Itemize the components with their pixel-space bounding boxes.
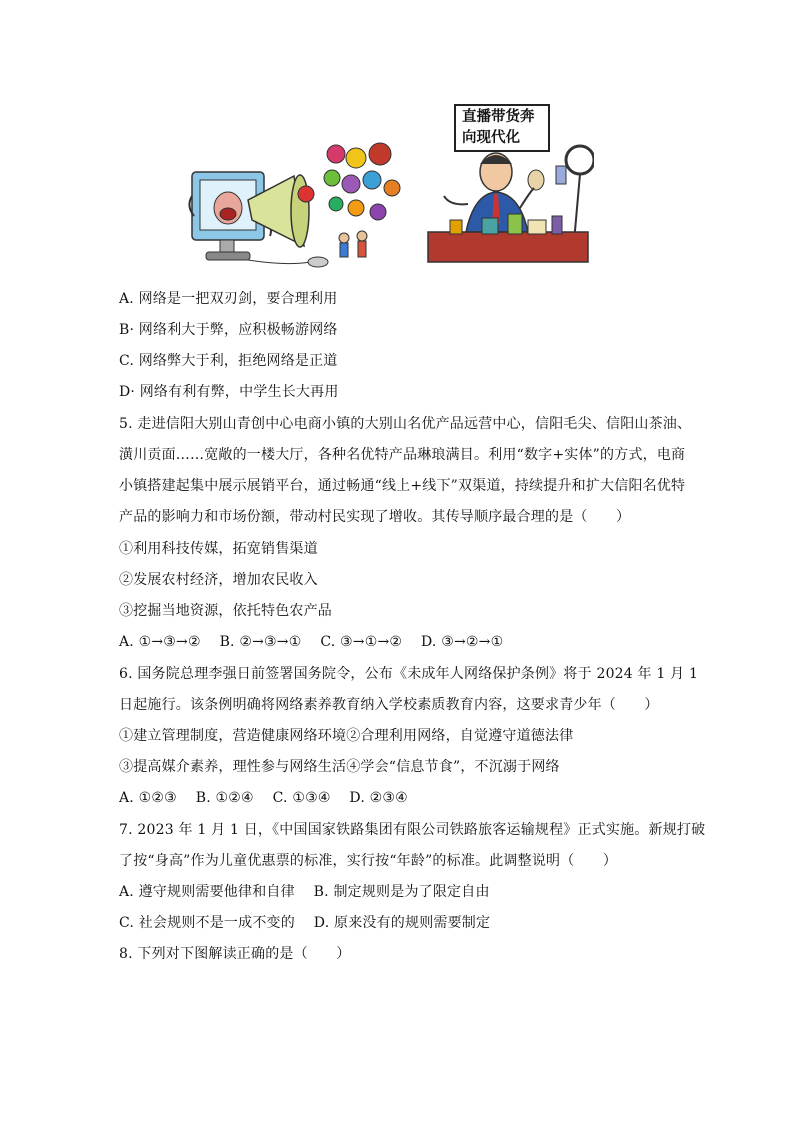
q7-options-line: A. 遵守规则需要他律和自律 B. 制定规则是为了限定自由 bbox=[119, 884, 490, 900]
q5-stem-line: 5. 走进信阳大别山青创中心电商小镇的大别山名优产品远营中心，信阳毛尖、信阳山茶油、 bbox=[119, 416, 692, 432]
q5-item-3: ③挖掘当地资源，依托特色农产品 bbox=[119, 603, 332, 619]
q6-stem-line: 日起施行。该条例明确将网络素养教育纳入学校素质教育内容，这要求青少年（ ） bbox=[119, 697, 659, 713]
q7-stem-line: 了按“身高”作为儿童优惠票的标准，实行按“年龄”的标准。此调整说明（ ） bbox=[119, 853, 618, 869]
q7-stem-line: 7. 2023 年 1 月 1 日，《中国国家铁路集团有限公司铁路旅客运输规程》正式实施。新规打破 bbox=[119, 822, 706, 838]
q5-options: A. ①→③→② B. ②→③→① C. ③→①→② D. ③→②→① bbox=[119, 634, 504, 650]
speech-line-2: 向现代化 bbox=[462, 130, 520, 146]
speech-bubble bbox=[454, 104, 550, 152]
q7-options-line: C. 社会规则不是一成不变的 D. 原来没有的规则需要制定 bbox=[119, 915, 491, 931]
q4-option-d: D· 网络有利有弊，中学生长大再用 bbox=[119, 384, 339, 400]
q5-stem-line: 小镇搭建起集中展示展销平台，通过畅通“线上+线下”双渠道，持续提升和扩大信阳名优特 bbox=[119, 478, 686, 494]
q5-stem-line: 潢川贡面……宽敞的一楼大厅，各种名优特产品琳琅满目。利用“数字+实体”的方式，电商 bbox=[119, 447, 686, 463]
q5-item-1: ①利用科技传媒，拓宽销售渠道 bbox=[119, 541, 318, 557]
q5-stem-line: 产品的影响力和市场份额，带动村民实现了增收。其传导顺序最合理的是（ ） bbox=[119, 509, 631, 525]
q8-stem: 8. 下列对下图解读正确的是（ ） bbox=[119, 946, 351, 962]
q6-items-line: ③提高媒介素养，理性参与网络生活④学会“信息节食”，不沉溺于网络 bbox=[119, 759, 560, 775]
q4-option-b: B· 网络利大于弊，应积极畅游网络 bbox=[119, 322, 338, 338]
q4-option-c: C. 网络弊大于利，拒绝网络是正道 bbox=[119, 353, 338, 369]
q6-items-line: ①建立管理制度，营造健康网络环境②合理利用网络，自觉遵守道德法律 bbox=[119, 728, 574, 744]
speech-line-1: 直播带货奔 bbox=[462, 109, 535, 125]
q4-option-a: A. 网络是一把双刃剑，要合理利用 bbox=[119, 291, 338, 307]
internet-megaphone-cartoon bbox=[186, 136, 404, 274]
q6-options: A. ①②③ B. ①②④ C. ①③④ D. ②③④ bbox=[119, 790, 408, 806]
q6-stem-line: 6. 国务院总理李强日前签署国务院令，公布《未成年人网络保护条例》将于 2024 年 1 月 1 bbox=[119, 666, 699, 682]
q5-item-2: ②发展农村经济，增加农民收入 bbox=[119, 572, 318, 588]
